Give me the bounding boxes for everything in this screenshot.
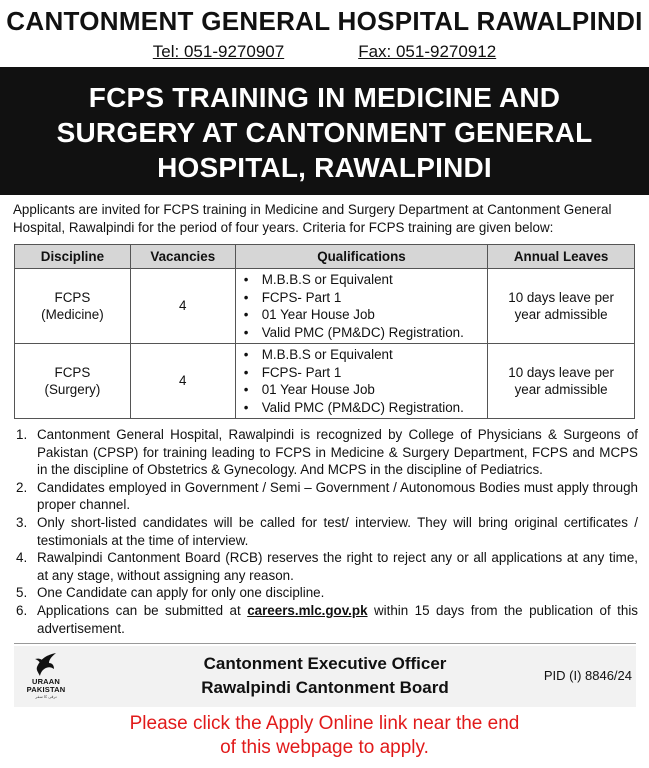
logo-text-2: PAKISTAN <box>26 685 66 694</box>
title-banner <box>0 67 649 195</box>
banner-line-2: SURGERY AT CANTONMENT GENERAL <box>56 117 593 148</box>
list-item <box>14 479 638 514</box>
table-header-row <box>15 245 635 269</box>
note-text: Only short-listed candidates will be called for test/ interview. They will bring original certificates / testimonials at the time of interview. <box>37 514 638 548</box>
list-item: • Valid PMC (PM&DC) Registration. <box>242 324 484 342</box>
col-qualifications: Qualifications <box>235 245 488 269</box>
discipline-name: FCPS <box>54 289 91 305</box>
banner-line-3: HOSPITAL, RAWALPINDI <box>157 152 492 183</box>
list-item: • Valid PMC (PM&DC) Registration. <box>242 399 484 417</box>
col-discipline: Discipline <box>15 245 131 269</box>
discipline-dept: (Medicine) <box>41 307 104 322</box>
discipline-cell <box>15 269 131 344</box>
note-number: 5. <box>16 585 28 601</box>
table-row <box>15 269 635 344</box>
list-item: • 01 Year House Job <box>242 381 484 399</box>
list-item <box>14 514 638 549</box>
leave-cell <box>488 269 635 344</box>
qualification-list <box>242 271 484 341</box>
leave-line-2: year admissible <box>514 307 608 322</box>
vacancies-cell: 4 <box>130 269 235 344</box>
discipline-dept: (Surgery) <box>44 382 101 397</box>
leave-line-1: 10 days leave per <box>508 289 614 305</box>
note-number: 4. <box>16 550 28 566</box>
note-number: 1. <box>16 427 28 442</box>
list-item <box>14 584 638 602</box>
list-item <box>14 602 638 637</box>
list-item: • FCPS- Part 1 <box>242 289 484 307</box>
terms-list <box>14 426 638 637</box>
note-number: 2. <box>16 479 28 495</box>
list-item <box>14 426 638 479</box>
careers-link[interactable]: careers.mlc.gov.pk <box>247 602 368 618</box>
discipline-name: FCPS <box>54 364 91 380</box>
intro-text: Applicants are invited for FCPS training in Medicine and Surgery Department at Cantonment General Hospital, Rawalpindi for the period of four years. Criteria for FCPS training are given below: <box>13 202 612 235</box>
list-item: • M.B.B.S or Equivalent <box>242 346 484 364</box>
discipline-cell <box>15 344 131 419</box>
pid-number: PID (I) 8846/24 <box>543 668 632 683</box>
note-text: Cantonment General Hospital, Rawalpindi is recognized by College of Physicians & Surgeons of Pakistan (CPSP) for training leading to FCPS in Medicine & Surgery Department, FCPS and MCPS in the discipline of Obstetrics & Gynecology. And MCPS in the discipline of Pediatrics. <box>37 427 638 478</box>
contact-row <box>0 42 649 62</box>
banner-line-1: FCPS TRAINING IN MEDICINE AND <box>88 82 561 113</box>
training-table <box>14 244 635 419</box>
note-text-after: within 15 days from the publication of this advertisement. <box>37 602 638 636</box>
qualifications-cell <box>235 344 488 419</box>
note-text: Candidates employed in Government / Semi – Government / Autonomous Bodies must apply through proper channel. <box>37 479 638 513</box>
list-item: • 01 Year House Job <box>242 306 484 324</box>
board-name: Rawalpindi Cantonment Board <box>201 678 449 697</box>
issuing-authority <box>14 652 636 700</box>
hospital-title: CANTONMENT GENERAL HOSPITAL RAWALPINDI <box>6 6 643 36</box>
tel-number[interactable]: Tel: 051-9270907 <box>152 42 285 61</box>
list-item: • M.B.B.S or Equivalent <box>242 271 484 289</box>
apply-online-notice <box>0 712 649 760</box>
logo-text-1: URAAN <box>31 677 61 686</box>
vacancies-cell: 4 <box>130 344 235 419</box>
apply-line-2: of this webpage to apply. <box>220 737 429 758</box>
note-text: One Candidate can apply for only one discipline. <box>37 585 325 601</box>
logo-tagline: ترقی کا سفر <box>35 694 57 699</box>
note-text: Rawalpindi Cantonment Board (RCB) reserves the right to reject any or all applications at any time, at any stage, without assigning any reason. <box>37 550 638 583</box>
note-number: 6. <box>16 602 28 618</box>
qualifications-cell <box>235 269 488 344</box>
header <box>0 0 649 67</box>
table-row <box>15 344 635 419</box>
col-annual-leaves: Annual Leaves <box>488 245 635 269</box>
note-text-before: Applications can be submitted at <box>37 602 248 618</box>
fax-number[interactable]: Fax: 051-9270912 <box>358 42 497 61</box>
leave-line-1: 10 days leave per <box>508 364 614 380</box>
leave-cell <box>488 344 635 419</box>
qualification-list <box>242 346 484 416</box>
apply-line-1: Please click the Apply Online link near the end <box>129 713 520 734</box>
list-item <box>14 549 638 584</box>
list-item: • FCPS- Part 1 <box>242 364 484 382</box>
divider <box>14 643 636 644</box>
note-number: 3. <box>16 514 28 530</box>
leave-line-2: year admissible <box>514 382 608 397</box>
col-vacancies: Vacancies <box>130 245 235 269</box>
footer <box>14 646 636 707</box>
officer-title: Cantonment Executive Officer <box>203 654 447 673</box>
